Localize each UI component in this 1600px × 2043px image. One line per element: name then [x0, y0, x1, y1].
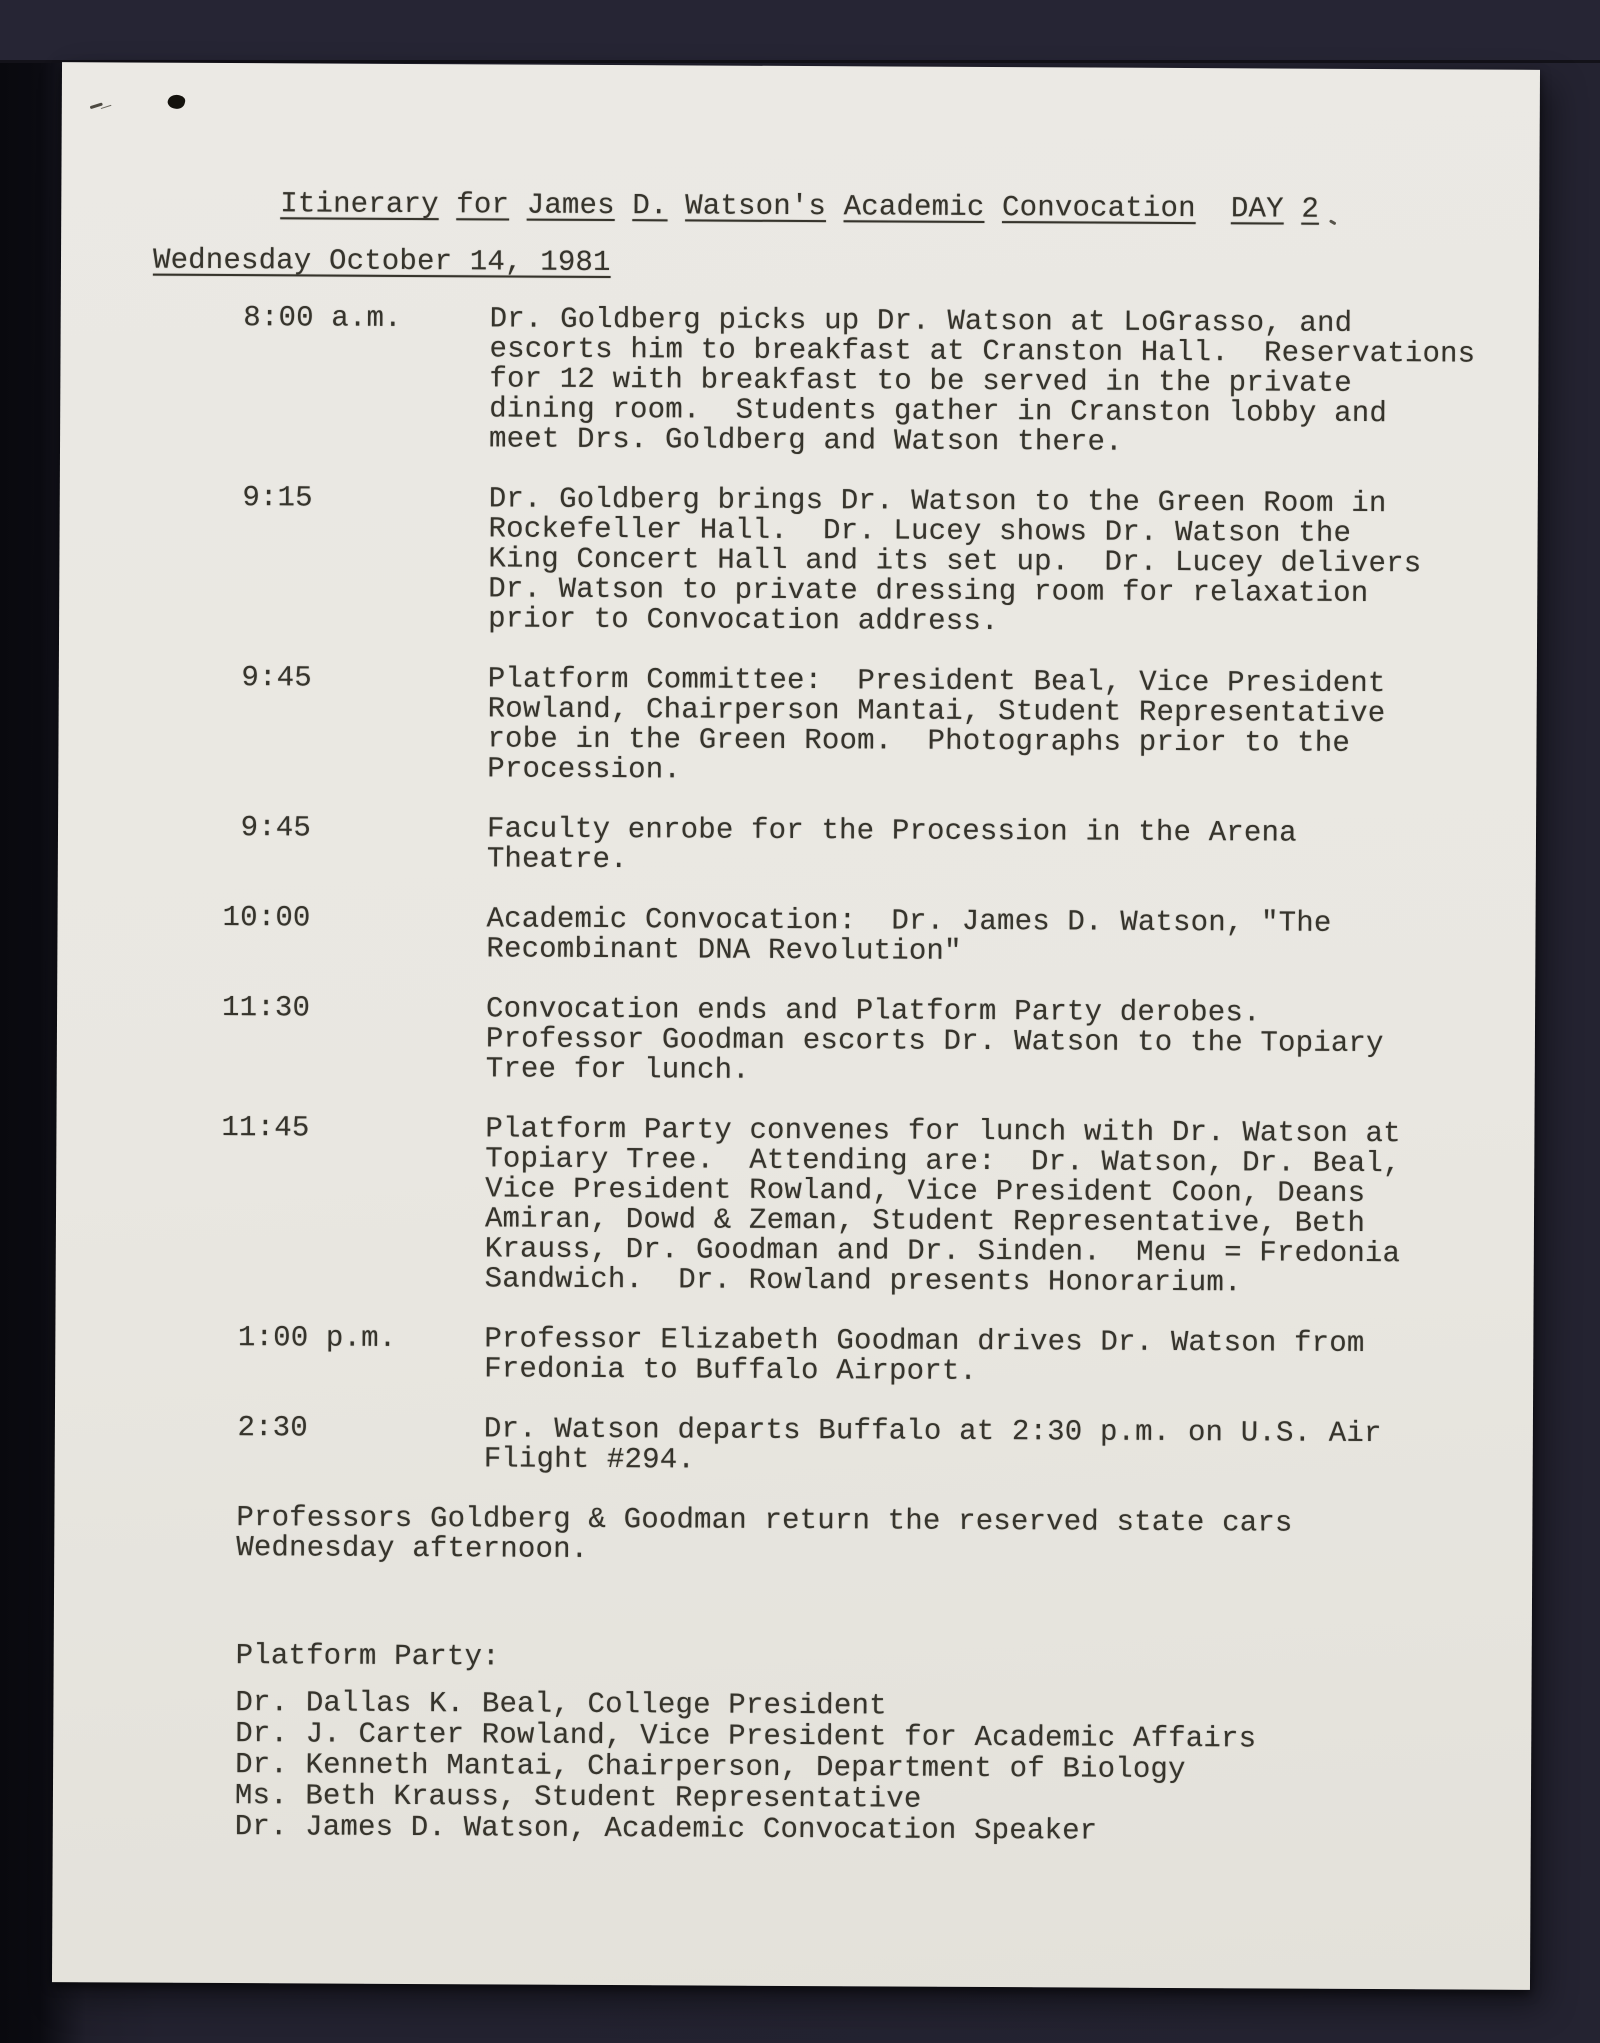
schedule-description: Faculty enrobe for the Procession in the Arena Theatre.	[486, 812, 1297, 877]
platform-party-heading: Platform Party:	[235, 1639, 500, 1674]
schedule-row	[58, 662, 1537, 790]
schedule-time: 10:00	[222, 900, 311, 935]
platform-party-list	[235, 1687, 1532, 1849]
title-space	[1196, 192, 1231, 225]
schedule-description: Platform Committee: President Beal, Vice President Rowland, Chairperson Mantai, Student Representative robe in the Green Room. Photographs prior to the Procession.	[487, 662, 1386, 787]
title-space	[439, 188, 457, 221]
title-word: DAY	[1230, 192, 1284, 226]
title-word: 2	[1301, 192, 1320, 226]
platform-party-member: Dr. Dallas K. Beal, College President	[235, 1686, 887, 1723]
schedule-description: Academic Convocation: Dr. James D. Watson, "The Recombinant DNA Revolution"	[486, 902, 1332, 968]
title-word: Academic	[843, 190, 985, 224]
schedule-time: 9:15	[224, 481, 313, 515]
title-word: D.	[632, 189, 668, 223]
schedule-description: Platform Party convenes for lunch with Dr. Watson at Topiary Tree. Attending are: Dr. Watson, Dr. Beal, Vice President Rowland, Vice President Coon, Deans Amiran, Dowd & Zeman, Student Representative, Beth Krauss, Dr. Goodman and Dr. Sinden. Menu = Fredonia Sandwich. Dr. Rowland presents Honorarium.	[484, 1112, 1401, 1300]
title-word: Watson's	[685, 189, 827, 224]
schedule	[55, 302, 1539, 1480]
platform-party-member: Ms. Beth Krauss, Student Representative	[234, 1779, 922, 1816]
platform-party-member: Dr. James D. Watson, Academic Convocation Speaker	[234, 1810, 1098, 1848]
title-space	[984, 191, 1002, 224]
scanner-backdrop-topband	[0, 0, 1600, 60]
platform-party-member: Dr. J. Carter Rowland, Vice President for Academic Affairs	[235, 1717, 1257, 1756]
schedule-row	[58, 812, 1536, 880]
schedule-description: Dr. Watson departs Buffalo at 2:30 p.m. on U.S. Air Flight #294.	[483, 1412, 1382, 1477]
title-space	[615, 189, 633, 222]
title-space	[826, 190, 844, 223]
note-paragraph: Professors Goldberg & Goodman return the reserved state cars Wednesday afternoon.	[236, 1501, 1293, 1566]
schedule-time: 1:00 p.m.	[220, 1320, 397, 1355]
document-title	[280, 189, 1539, 226]
title-word: Convocation	[1001, 191, 1196, 226]
schedule-row	[55, 1412, 1533, 1480]
schedule-description: Dr. Goldberg picks up Dr. Watson at LoGrasso, and escorts him to breakfast at Cranston Hall. Reservations for 12 with breakfast to be served in the private dining room. Students gather in Cranston lobby and meet Drs. Goldberg and Watson there.	[488, 302, 1476, 459]
title-space	[509, 188, 527, 221]
schedule-time: 11:45	[221, 1110, 310, 1145]
ink-blob-mark	[166, 93, 186, 111]
schedule-row	[55, 1322, 1533, 1390]
schedule-time: 9:45	[223, 660, 312, 695]
schedule-time: 8:00 a.m.	[225, 301, 402, 335]
schedule-description: Dr. Goldberg brings Dr. Watson to the Green Room in Rockefeller Hall. Dr. Lucey shows Dr. Watson the King Concert Hall and its set up. Dr. Lucey delivers Dr. Watson to private dressing room for relaxation prior to Convocation address.	[488, 482, 1422, 639]
schedule-row	[56, 1112, 1535, 1300]
schedule-row	[59, 482, 1538, 640]
pen-tick-mark	[90, 102, 103, 109]
schedule-row	[57, 992, 1535, 1090]
title-space	[668, 189, 686, 222]
schedule-description: Convocation ends and Platform Party derobes. Professor Goodman escorts Dr. Watson to the Topiary Tree for lunch.	[485, 992, 1384, 1087]
schedule-row	[57, 902, 1535, 970]
schedule-row	[60, 302, 1539, 460]
title-word: James	[526, 188, 615, 223]
title-word: for	[456, 188, 510, 222]
schedule-time: 9:45	[222, 810, 312, 845]
date-heading: Wednesday October 14, 1981	[152, 243, 611, 280]
schedule-description: Professor Elizabeth Goodman drives Dr. Watson from Fredonia to Buffalo Airport.	[484, 1322, 1365, 1388]
schedule-time: 2:30	[219, 1410, 308, 1445]
title-word: Itinerary	[280, 187, 439, 222]
document-page	[52, 62, 1540, 1990]
platform-party-member: Dr. Kenneth Mantai, Chairperson, Department of Biology	[235, 1748, 1186, 1787]
schedule-time: 11:30	[222, 990, 311, 1025]
title-space	[1284, 193, 1302, 226]
